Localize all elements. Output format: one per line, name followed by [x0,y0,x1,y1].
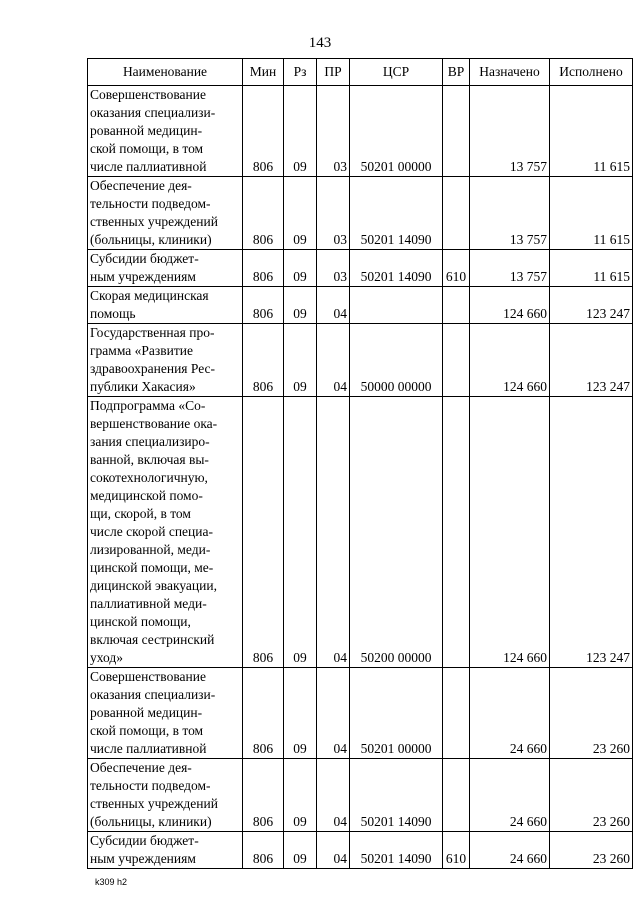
cell-csr: 50201 00000 [350,86,443,177]
cell-executed: 11 615 [550,177,633,250]
table-row [88,832,633,869]
cell-pr: 03 [317,177,350,250]
cell-pr: 04 [317,324,350,397]
table-row [88,397,633,668]
cell-pr: 04 [317,832,350,869]
cell-executed: 23 260 [550,759,633,832]
table-header-row [88,59,633,86]
cell-pr: 04 [317,287,350,324]
cell-csr: 50201 14090 [350,759,443,832]
cell-vr [443,287,470,324]
header-min: Мин [243,59,284,86]
cell-rz: 09 [284,324,317,397]
header-rz: Рз [284,59,317,86]
table-row [88,324,633,397]
cell-name: Обеспечение дея- тельности подведом- ственных учреждений (больницы, клиники) [88,177,243,250]
cell-assigned: 24 660 [470,668,550,759]
cell-min: 806 [243,832,284,869]
header-pr: ПР [317,59,350,86]
cell-name: Скорая медицинская помощь [88,287,243,324]
cell-pr: 04 [317,397,350,668]
cell-vr [443,324,470,397]
cell-name: Совершенствование оказания специализи- рованной медицин- ской помощи, в том числе паллиативной [88,86,243,177]
cell-name: Обеспечение дея- тельности подведом- ственных учреждений (больницы, клиники) [88,759,243,832]
cell-rz: 09 [284,287,317,324]
cell-min: 806 [243,250,284,287]
cell-executed: 11 615 [550,250,633,287]
cell-pr: 03 [317,250,350,287]
cell-min: 806 [243,86,284,177]
cell-assigned: 13 757 [470,250,550,287]
cell-rz: 09 [284,668,317,759]
cell-assigned: 124 660 [470,287,550,324]
cell-executed: 23 260 [550,668,633,759]
table-row [88,759,633,832]
cell-rz: 09 [284,832,317,869]
table-row [88,86,633,177]
cell-vr [443,668,470,759]
cell-name: Подпрограмма «Со- вершенствование ока- зания специализиро- ванной, включая вы- сокотехнологичную, медицинской помо- щи, скорой, в том числе скорой специа- лизированной, меди- цинской помощи, ме- дицинской эвакуации, паллиативной меди- цинской помощи, включая сестринский уход» [88,397,243,668]
cell-assigned: 124 660 [470,324,550,397]
cell-csr: 50201 14090 [350,250,443,287]
header-assigned: Назначено [470,59,550,86]
cell-assigned: 124 660 [470,397,550,668]
cell-csr: 50201 14090 [350,177,443,250]
cell-csr: 50201 14090 [350,832,443,869]
cell-rz: 09 [284,177,317,250]
cell-executed: 23 260 [550,832,633,869]
cell-min: 806 [243,324,284,397]
header-executed: Исполнено [550,59,633,86]
cell-pr: 03 [317,86,350,177]
cell-rz: 09 [284,397,317,668]
cell-executed: 123 247 [550,324,633,397]
budget-table [87,58,633,869]
cell-name: Субсидии бюджет- ным учреждениям [88,832,243,869]
cell-pr: 04 [317,668,350,759]
cell-assigned: 24 660 [470,759,550,832]
cell-min: 806 [243,287,284,324]
cell-rz: 09 [284,86,317,177]
table-row [88,287,633,324]
table-row [88,668,633,759]
cell-min: 806 [243,177,284,250]
cell-pr: 04 [317,759,350,832]
table-row [88,250,633,287]
table-row [88,177,633,250]
cell-csr: 50201 00000 [350,668,443,759]
cell-csr [350,287,443,324]
footer-code: k309 h2 [95,877,128,887]
cell-min: 806 [243,668,284,759]
cell-csr: 50000 00000 [350,324,443,397]
cell-rz: 09 [284,759,317,832]
cell-name: Совершенствование оказания специализи- рованной медицин- ской помощи, в том числе паллиативной [88,668,243,759]
header-vr: ВР [443,59,470,86]
cell-vr [443,397,470,668]
cell-vr [443,759,470,832]
cell-assigned: 13 757 [470,86,550,177]
cell-min: 806 [243,397,284,668]
cell-vr [443,177,470,250]
cell-executed: 11 615 [550,86,633,177]
cell-vr: 610 [443,832,470,869]
cell-name: Государственная про- грамма «Развитие здравоохранения Рес- публики Хакасия» [88,324,243,397]
cell-vr [443,86,470,177]
header-csr: ЦСР [350,59,443,86]
header-name: Наименование [88,59,243,86]
cell-executed: 123 247 [550,397,633,668]
cell-min: 806 [243,759,284,832]
cell-vr: 610 [443,250,470,287]
page-number: 143 [308,35,332,51]
cell-assigned: 24 660 [470,832,550,869]
cell-name: Субсидии бюджет- ным учреждениям [88,250,243,287]
cell-executed: 123 247 [550,287,633,324]
cell-assigned: 13 757 [470,177,550,250]
cell-csr: 50200 00000 [350,397,443,668]
cell-rz: 09 [284,250,317,287]
